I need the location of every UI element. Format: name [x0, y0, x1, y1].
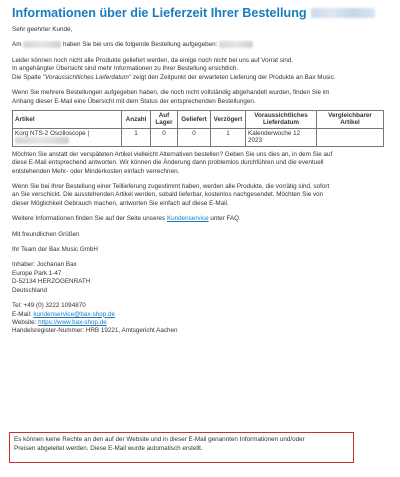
trade-register: Handelsregister-Nummer: HRB 19221, Amtsgericht Aachen [12, 327, 178, 335]
address-street: Europe Park 1-47 [12, 269, 62, 277]
disclaimer-line-2: Preisen abgeleitet werden. Diese E-Mail wurde automatisch erstellt. [14, 444, 203, 452]
address-country: Deutschland [12, 286, 48, 294]
cell-delayed: 1 [211, 128, 246, 146]
order-status-table [12, 110, 384, 147]
paragraph-partial-3: dieser Möglichkeit Gebrauch machen, antworten Sie einfach auf diese E-Mail. [12, 199, 229, 207]
column-header-in-stock: Auf Lager [151, 111, 178, 129]
customer-service-link[interactable]: Kundenservice [166, 215, 209, 223]
column-header-delivery-date: Voraussichtliches Lieferdatum [246, 111, 317, 129]
address-owner: Inhaber: Jochanan Bax [12, 261, 77, 269]
table-header-row [13, 111, 384, 129]
paragraph-multiple-2: Anhang dieser E-Mail eine Übersicht mit dem Status der entsprechenden Bestellungen. [12, 97, 256, 105]
paragraph-stock-2: In angehängter Übersicht sind mehr Informationen zu Ihrer Bestellung ersichtlich. [12, 65, 239, 73]
disclaimer-box [9, 432, 354, 463]
email-link[interactable]: kundenservice@bax-shop.de [33, 310, 115, 318]
redacted-order-id [219, 41, 253, 48]
cell-delivered: 0 [178, 128, 211, 146]
email-title-text: Informationen über die Lieferzeit Ihrer Bestellung [12, 6, 307, 20]
column-header-quantity: Anzahl [122, 111, 151, 129]
cell-article: Korg NTS-2 Oscilloscope | [13, 128, 122, 146]
paragraph-stock-1: Leider können noch nicht alle Produkte geliefert werden, da einige noch nicht bei uns auf Vorrat sind. [12, 56, 294, 64]
cell-delivery-date: Kalenderwoche 12 2023 [246, 128, 317, 146]
cell-in-stock: 0 [151, 128, 178, 146]
cell-comparable [317, 128, 384, 146]
order-intro: Am haben Sie bei uns die folgende Bestellung aufgegeben: [12, 41, 390, 50]
paragraph-partial-1: Wenn Sie bei Ihrer Bestellung einer Teillieferung zugestimmt haben, werden alle Produkte, die vorrätig sind, sofort [12, 183, 330, 191]
table-row [13, 128, 384, 146]
address-city: D-52134 HERZOGENRATH [12, 278, 91, 286]
paragraph-partial-2: an Sie verschickt. Die ausstehenden Artikel werden, sobald lieferbar, kostenlos nachgesendet. Möchten Sie von [12, 191, 324, 199]
paragraph-stock-3: Die Spalte "Voraussichtliches Lieferdatum" zeigt den Zeitpunkt der erwarteten Lieferung der Produkte an Bax Music. [12, 73, 336, 81]
paragraph-alternatives-2: diese E-Mail entsprechend antworten. Wir können die Änderung dann problemlos durchführen und die eventuell [12, 159, 324, 167]
column-header-delivered: Geliefert [178, 111, 211, 129]
paragraph-multiple-1: Wenn Sie mehrere Bestellungen aufgegeben haben, die noch nicht vollständig abgehandelt wurden, finden Sie im [12, 89, 330, 97]
redacted-order-number [311, 8, 375, 18]
signature: Ihr Team der Bax Music GmbH [12, 246, 98, 254]
greeting: Sehr geehrter Kunde, [12, 26, 73, 33]
disclaimer-line-1: Es können keine Rechte an den auf der Website und in dieser E-Mail genannten Informationen und/oder [14, 436, 305, 443]
paragraph-alternatives-3: entstehenden Mehr- oder Minderkosten einfach verrechnen. [12, 167, 180, 175]
column-header-delayed: Verzögert [211, 111, 246, 129]
paragraph-alternatives-1: Möchten Sie anstatt der verspäteten Artikel vielleicht Alternativen bestellen? Geben Sie uns dies an, in dem Sie auf [12, 150, 333, 158]
column-header-article: Artikel [13, 111, 122, 129]
column-header-comparable: Vergleichbarer Artikel [317, 111, 384, 129]
website-link[interactable]: https://www.bax-shop.de [38, 318, 107, 326]
contact-email: E-Mail: kundenservice@bax-shop.de [12, 310, 115, 318]
redacted-date [23, 41, 61, 48]
closing: Mit freundlichen Grüßen [12, 230, 80, 238]
email-title [12, 6, 390, 20]
contact-website: Website: https://www.bax-shop.de [12, 318, 107, 326]
contact-phone: Tel: +49 (0) 3222 1094870 [12, 302, 86, 310]
cell-quantity: 1 [122, 128, 151, 146]
redacted-article-code [15, 137, 69, 144]
faq-line: Weitere Informationen finden Sie auf der Seite unseres Kundenservice unter FAQ. [12, 215, 241, 223]
